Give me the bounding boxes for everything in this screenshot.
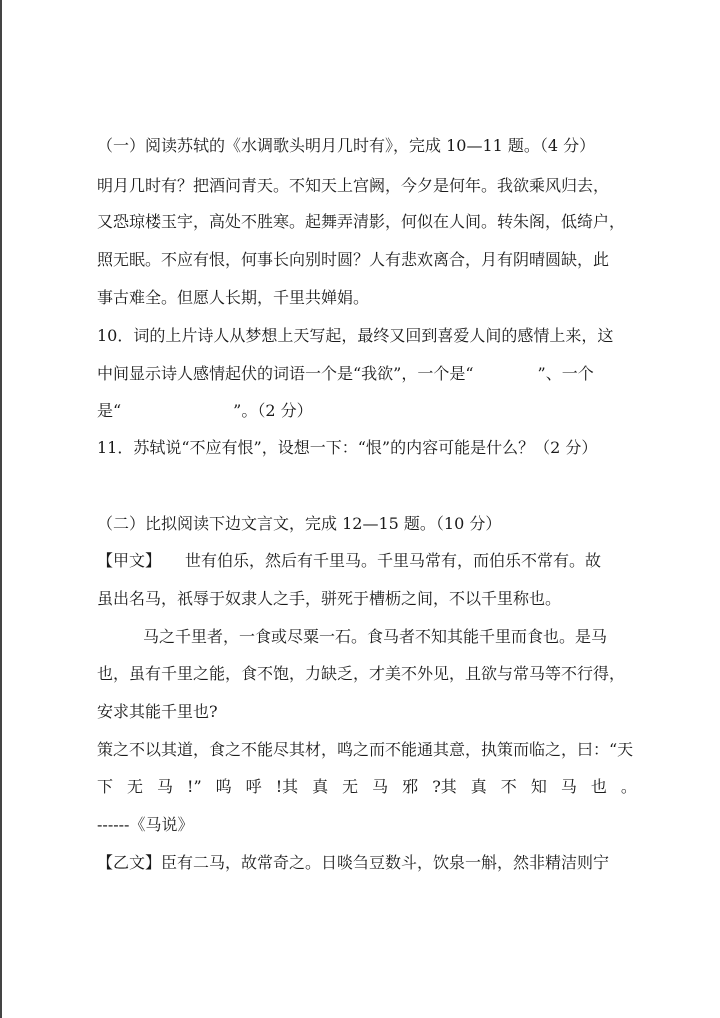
char: 真: [312, 777, 329, 796]
jia-text-line: 策之不以其道，食之不能尽其材，鸣之而不能通其意，执策而临之，曰：“天: [97, 740, 634, 759]
char: 呜: [215, 777, 232, 796]
jia-text-line: 【甲文】 世有伯乐，然后有千里马。千里马常有，而伯乐不常有。故: [97, 551, 602, 570]
jia-text-justified-line: [97, 777, 637, 797]
question-11: 11．苏轼说“不应有恨”，设想一下：“恨”的内容可能是什么？（2 分）: [97, 438, 598, 457]
char: 。: [620, 777, 637, 796]
poem-line: 明月几时有？把酒问青天。不知天上宫阙，今夕是何年。我欲乘风归去，: [97, 176, 610, 195]
source-citation: ------《马说》: [97, 815, 194, 834]
poem-line: 事古难全。但愿人长期，千里共婵娟。: [97, 288, 370, 307]
char: 也: [590, 777, 607, 796]
char: ?其: [432, 777, 457, 796]
char: 无: [342, 777, 359, 796]
jia-text-line: 马之千里者，一食或尽粟一石。食马者不知其能千里而食也。是马: [143, 627, 608, 646]
question-10-line: 是“ ”。（2 分）: [97, 401, 313, 420]
jia-text-line: 也，虽有千里之能，食不饱，力缺乏，才美不外见，且欲与常马等不行得，: [97, 664, 626, 683]
char: !”: [187, 777, 202, 796]
char: 马: [157, 777, 174, 796]
question-10-line: 10．词的上片诗人从梦想上天写起，最终又回到喜爱人间的感情上来，这: [97, 326, 614, 345]
char: 马: [560, 777, 577, 796]
char: 邪: [402, 777, 419, 796]
char: !其: [275, 777, 299, 796]
char: 下: [97, 777, 114, 796]
poem-line: 又恐琼楼玉宇，高处不胜寒。起舞弄清影，何似在人间。转朱阁，低绮户，: [97, 212, 626, 231]
char: 呼: [245, 777, 262, 796]
char: 知: [530, 777, 547, 796]
char: 真: [470, 777, 487, 796]
char: 无: [127, 777, 144, 796]
section1-heading: （一）阅读苏轼的《水调歌头明月几时有》，完成 10—11 题。（4 分）: [97, 136, 596, 155]
char: 不: [500, 777, 517, 796]
yi-text-line: 【乙文】臣有二马，故常奇之。日啖刍豆数斗，饮泉一斛，然非精洁则宁: [97, 853, 610, 872]
char: 马: [372, 777, 389, 796]
section2-heading: （二）比拟阅读下边文言文，完成 12—15 题。（10 分）: [97, 514, 502, 533]
jia-text-line: 虽出名马，祇辱于奴隶人之手，骈死于槽枥之间，不以千里称也。: [97, 589, 562, 608]
question-10-line: 中间显示诗人感情起伏的词语一个是“我欲”，一个是“ ”、一个: [97, 364, 594, 383]
poem-line: 照无眠。不应有恨，何事长向别时圆？人有悲欢离合，月有阴晴圆缺，此: [97, 250, 610, 269]
jia-text-line: 安求其能千里也?: [97, 702, 218, 721]
